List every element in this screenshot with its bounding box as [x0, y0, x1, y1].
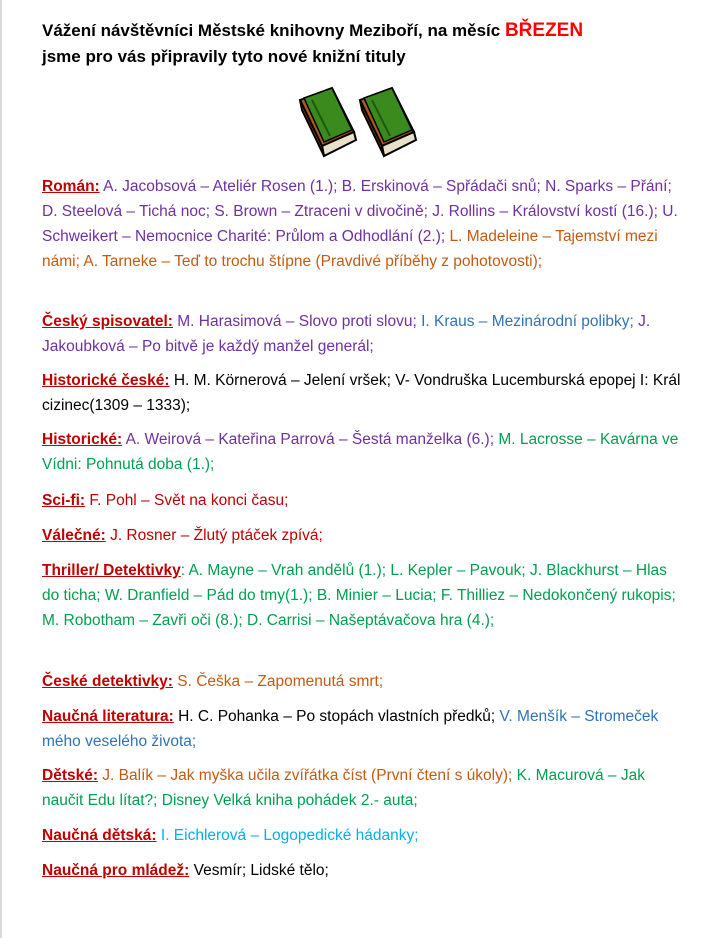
category-label: Naučná pro mládež:	[42, 862, 190, 879]
category-label: Historické české:	[42, 372, 170, 389]
category-label: Román:	[42, 178, 100, 195]
book-list: J. Balík – Jak myška učila zvířátka číst (První čtení s úkoly);	[98, 767, 517, 784]
books-illustration	[296, 86, 418, 162]
book-list: M. Harasimová – Slovo proti slovu;	[172, 313, 422, 330]
book-icon	[300, 88, 356, 156]
book-list: I. Kraus – Mezinárodní polibky;	[421, 313, 639, 330]
page-title	[42, 18, 682, 70]
category-label: České detektivky:	[42, 673, 173, 690]
category-label: Naučná literatura:	[42, 708, 174, 725]
book-list: A. Weirová – Kateřina Parrová – Šestá manželka (6.);	[122, 431, 499, 448]
book-list: I. Eichlerová – Logopedické hádanky;	[156, 827, 419, 844]
book-list: F. Pohl – Svět na konci času;	[85, 492, 289, 509]
book-list: S. Češka – Zapomenutá smrt;	[172, 673, 384, 690]
section-naucna-mladez	[42, 858, 682, 883]
book-list: A. Jacobsová – Ateliér Rosen (1.); B. Erskinová – Spřádači snů; N. Sparks – Přání; D. Steelová – Tichá noc; S. Brown – Ztraceni v divočině; J. Rollins – Království kostí (16.); U. Schweikert – Nemocnice Charité: Průlom a Odhodlání (2.);	[42, 178, 678, 245]
book-list: J. Rosner – Žlutý ptáček zpívá;	[105, 527, 323, 544]
page-edge	[0, 0, 2, 938]
book-list: Vesmír; Lidské tělo;	[189, 862, 329, 879]
book-list: K. Macurová – Jak naučit Edu lítat?; Disney Velká kniha pohádek 2.- auta;	[42, 767, 645, 809]
category-label: Válečné:	[42, 527, 106, 544]
book-list: : A. Mayne – Vrah andělů (1.); L. Kepler – Pavouk; J. Blackhurst – Hlas do ticha; W. Dranfield – Pád do tmy(1.); B. Minier – Lucia; F. Thilliez – Nedokončený rukopis; M. Robotham – Zavři oči (8.); D. Carrisi – Našeptávačova hra (4.);	[42, 562, 676, 629]
section-scifi	[42, 488, 682, 513]
section-thriller	[42, 558, 682, 633]
book-list: M. Lacrosse – Kavárna ve Vídni: Pohnutá doba (1.);	[42, 431, 679, 473]
book-list: H. C. Pohanka – Po stopách vlastních předků	[173, 708, 491, 725]
book-list: V. Menšík – Stromeček mého veselého života;	[42, 708, 659, 750]
section-naucna-literatura	[42, 704, 682, 754]
category-label: Dětské:	[42, 767, 98, 784]
separator: ;	[490, 708, 500, 725]
section-historicke	[42, 427, 682, 477]
section-historicke-ceske	[42, 368, 682, 418]
category-label: Thriller/ Detektivky	[42, 562, 181, 579]
category-label: Naučná dětská:	[42, 827, 157, 844]
category-label: Historické:	[42, 431, 123, 448]
title-month: BŘEZEN	[504, 20, 584, 41]
category-label: Český spisovatel:	[42, 313, 173, 330]
section-roman	[42, 174, 682, 274]
title-line1: Vážení návštěvníci Městské knihovny Meziboří, na měsíc	[42, 21, 505, 40]
section-ceske-detektivky	[42, 669, 682, 694]
book-icon	[360, 88, 416, 156]
book-list: L. Madeleine – Tajemství mezi námi; A. Tarneke – Teď to trochu štípne (Pravdivé příběhy z pohotovosti);	[42, 228, 658, 270]
title-line2: jsme pro vás připravily tyto nové knižní tituly	[42, 47, 406, 66]
book-list: J. Jakoubková – Po bitvě je každý manžel generál;	[42, 313, 651, 355]
section-naucna-detska	[42, 823, 682, 848]
section-cesky-spisovatel	[42, 309, 682, 359]
category-label: Sci-fi:	[42, 492, 86, 509]
book-list: H. M. Körnerová – Jelení vršek; V- Vondruška Lucemburská epopej I: Král cizinec(1309 – 1333);	[42, 372, 681, 414]
section-detske	[42, 763, 682, 813]
section-valecne	[42, 523, 682, 548]
